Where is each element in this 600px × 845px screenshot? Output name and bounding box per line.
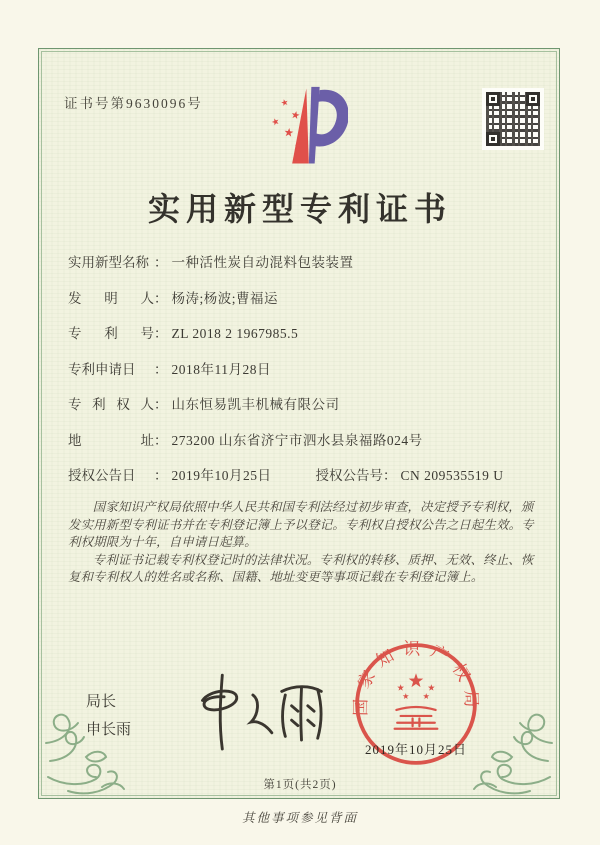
field-patent-number: 专利号： ZL 2018 2 1967985.5: [68, 323, 540, 344]
certificate-number: 证书号第9630096号: [64, 96, 203, 111]
legal-paragraph-1: 国家知识产权局依照中华人民共和国专利法经过初步审查，决定授予专利权，颁发实用新型专利证书并在专利登记簿上予以登记。专利权自授权公告之日起生效。专利权期限为十年，自申请日起算。: [68, 500, 534, 550]
field-address: 地址： 273200 山东省济宁市泗水县泉福路024号: [68, 430, 540, 451]
legal-text: [68, 499, 538, 587]
field-label: 实用新型名称: [68, 255, 149, 270]
commissioner-name: 申长雨: [86, 722, 132, 738]
field-value: 273200 山东省济宁市泗水县泉福路024号: [171, 432, 423, 448]
commissioner-signature: [172, 668, 332, 763]
field-label: 专利申请日: [68, 361, 136, 377]
national-emblem-icon: [397, 673, 435, 699]
qr-finder-bottom-left: [486, 132, 500, 146]
back-side-note: 其他事项参见背面: [241, 811, 358, 825]
qr-finder-top-left: [486, 92, 500, 106]
page-number: 第1页(共2页): [263, 779, 337, 791]
grant-number-group: 授权公告号： CN 209535519 U: [315, 468, 504, 483]
field-label: 专利权人: [68, 397, 154, 412]
field-grant-announcement: 授权公告日 ： 2019年10月25日 授权公告号： CN 209535519 U: [68, 465, 540, 486]
qr-finder-top-right: [526, 92, 540, 106]
field-value: ZL 2018 2 1967985.5: [171, 326, 299, 341]
field-application-date: 专利申请日 ： 2018年11月28日: [68, 359, 540, 380]
grant-number-value: CN 209535519 U: [400, 468, 504, 483]
grant-date-label: 授权公告日: [68, 468, 136, 483]
grant-date-value: 2019年10月25日: [171, 468, 272, 483]
commissioner-title: 局长: [86, 694, 117, 710]
field-value: 山东恒易凯丰机械有限公司: [171, 397, 340, 412]
field-label: 发明人: [68, 290, 154, 306]
seal-text: 国家知识产权局: [352, 640, 480, 717]
seal-date: 2019年10月25日: [364, 742, 467, 757]
grant-number-label: 授权公告号: [315, 468, 383, 483]
field-utility-model-name: 实用新型名称 ： 一种活性炭自动混料包装装置: [68, 252, 540, 273]
field-value: 杨涛;杨波;曹福运: [171, 290, 279, 306]
field-patentee: 专利权人： 山东恒易凯丰机械有限公司: [68, 394, 540, 415]
field-label: 地址: [68, 432, 154, 448]
field-inventors: 发明人： 杨涛;杨波;曹福运: [68, 288, 540, 309]
certificate-title: 实用新型专利证书: [147, 191, 452, 227]
certificate-fields: [68, 252, 540, 501]
cnipa-patent-logo-icon: [248, 80, 348, 177]
field-label: 专利号: [68, 326, 154, 341]
qr-code: [482, 88, 544, 150]
legal-paragraph-2: 专利证书记载专利权登记时的法律状况。专利权的转移、质押、无效、终止、恢复和专利权人的姓名或名称、国籍、地址变更等事项记载在专利登记簿上。: [68, 552, 534, 585]
field-value: 2018年11月28日: [171, 361, 271, 377]
field-value: 一种活性炭自动混料包装装置: [171, 255, 354, 270]
